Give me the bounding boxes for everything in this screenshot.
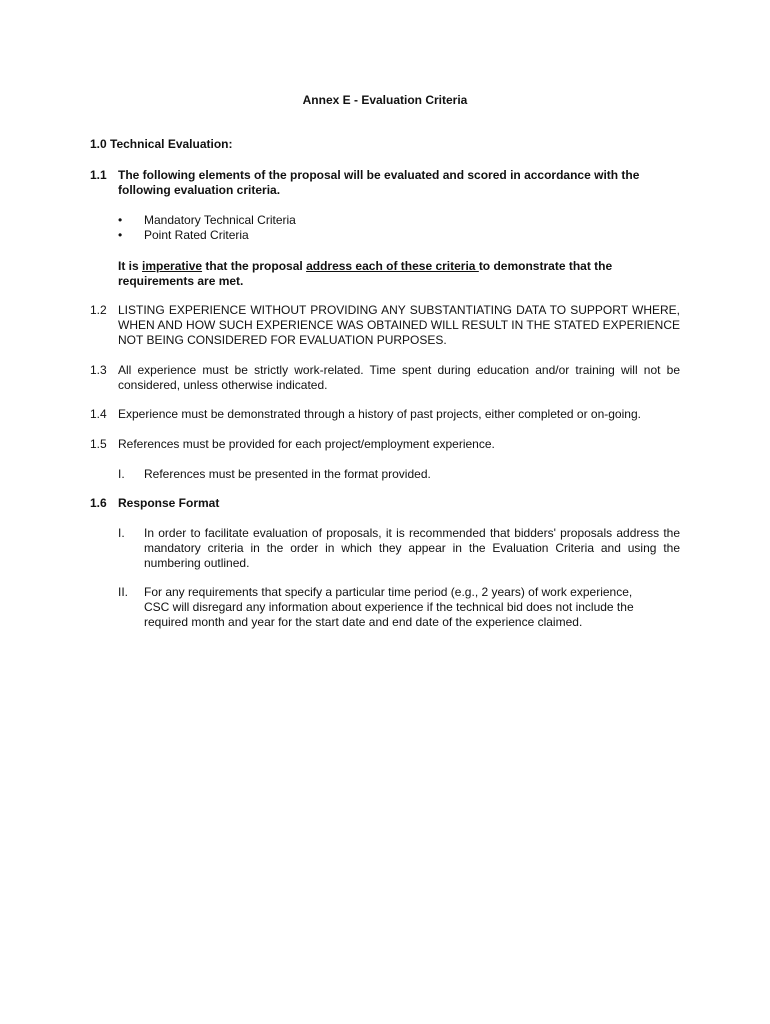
section-number: 1.3 <box>90 363 107 377</box>
bullet-text: Mandatory Technical Criteria <box>144 213 296 227</box>
section-1-5-item <box>118 467 680 482</box>
item-text: In order to facilitate evaluation of proposals, it is recommended that bidders' proposals address the mandatory criteria in the order in which they appear in the Evaluation Criteria and using the numbering outlined. <box>144 526 680 570</box>
section-1-4 <box>90 407 680 422</box>
section-heading: Response Format <box>118 496 220 510</box>
item-number: I. <box>118 467 125 481</box>
section-1-2 <box>90 303 680 348</box>
bullet-icon: • <box>118 228 123 242</box>
section-1-6-item <box>118 526 680 571</box>
section-1-3 <box>90 363 680 393</box>
imperative-emphasis: address each of these criteria <box>306 259 479 273</box>
section-number: 1.5 <box>90 437 107 451</box>
section-1-6-item <box>118 585 648 630</box>
item-text: References must be presented in the format provided. <box>144 467 431 481</box>
item-text: For any requirements that specify a particular time period (e.g., 2 years) of work experience, CSC will disregard any information about experience if the technical bid does not include the required month and year for the start date and end date of the experience claimed. <box>144 585 634 629</box>
list-item <box>118 228 518 243</box>
imperative-text: that the proposal <box>202 259 307 273</box>
list-item <box>118 213 518 228</box>
imperative-text: It is <box>118 259 143 273</box>
section-1-1 <box>90 168 680 198</box>
section-1-6 <box>90 496 680 511</box>
section-number: 1.4 <box>90 407 107 421</box>
imperative-emphasis: imperative <box>142 259 203 273</box>
criteria-bullet-list <box>118 213 518 243</box>
section-number: 1.2 <box>90 303 107 317</box>
section-number: 1.1 <box>90 168 107 182</box>
bullet-icon: • <box>118 213 123 227</box>
imperative-text: to demonstrate that the requirements are met. <box>118 259 613 288</box>
section-text: All experience must be strictly work-related. Time spent during education and/or training will not be considered, unless otherwise indicated. <box>118 363 680 392</box>
section-text: Experience must be demonstrated through a history of past projects, either completed or on-going. <box>118 407 641 421</box>
bullet-text: Point Rated Criteria <box>144 228 249 242</box>
imperative-note <box>118 259 638 289</box>
item-number: I. <box>118 526 125 540</box>
document-title: Annex E - Evaluation Criteria <box>302 93 468 107</box>
section-number: 1.6 <box>90 496 107 510</box>
section-text: The following elements of the proposal will be evaluated and scored in accordance with the following evaluation criteria. <box>118 168 640 197</box>
section-heading: 1.0 Technical Evaluation: <box>90 137 233 151</box>
item-number: II. <box>118 585 129 599</box>
section-text: LISTING EXPERIENCE WITHOUT PROVIDING ANY SUBSTANTIATING DATA TO SUPPORT WHERE, WHEN AND HOW SUCH EXPERIENCE WAS OBTAINED WILL RESULT IN THE STATED EXPERIENCE NOT BEING CONSIDERED FOR EVALUATION PURPOSES. <box>118 303 680 347</box>
section-text: References must be provided for each project/employment experience. <box>118 437 495 451</box>
section-1-5 <box>90 437 680 452</box>
